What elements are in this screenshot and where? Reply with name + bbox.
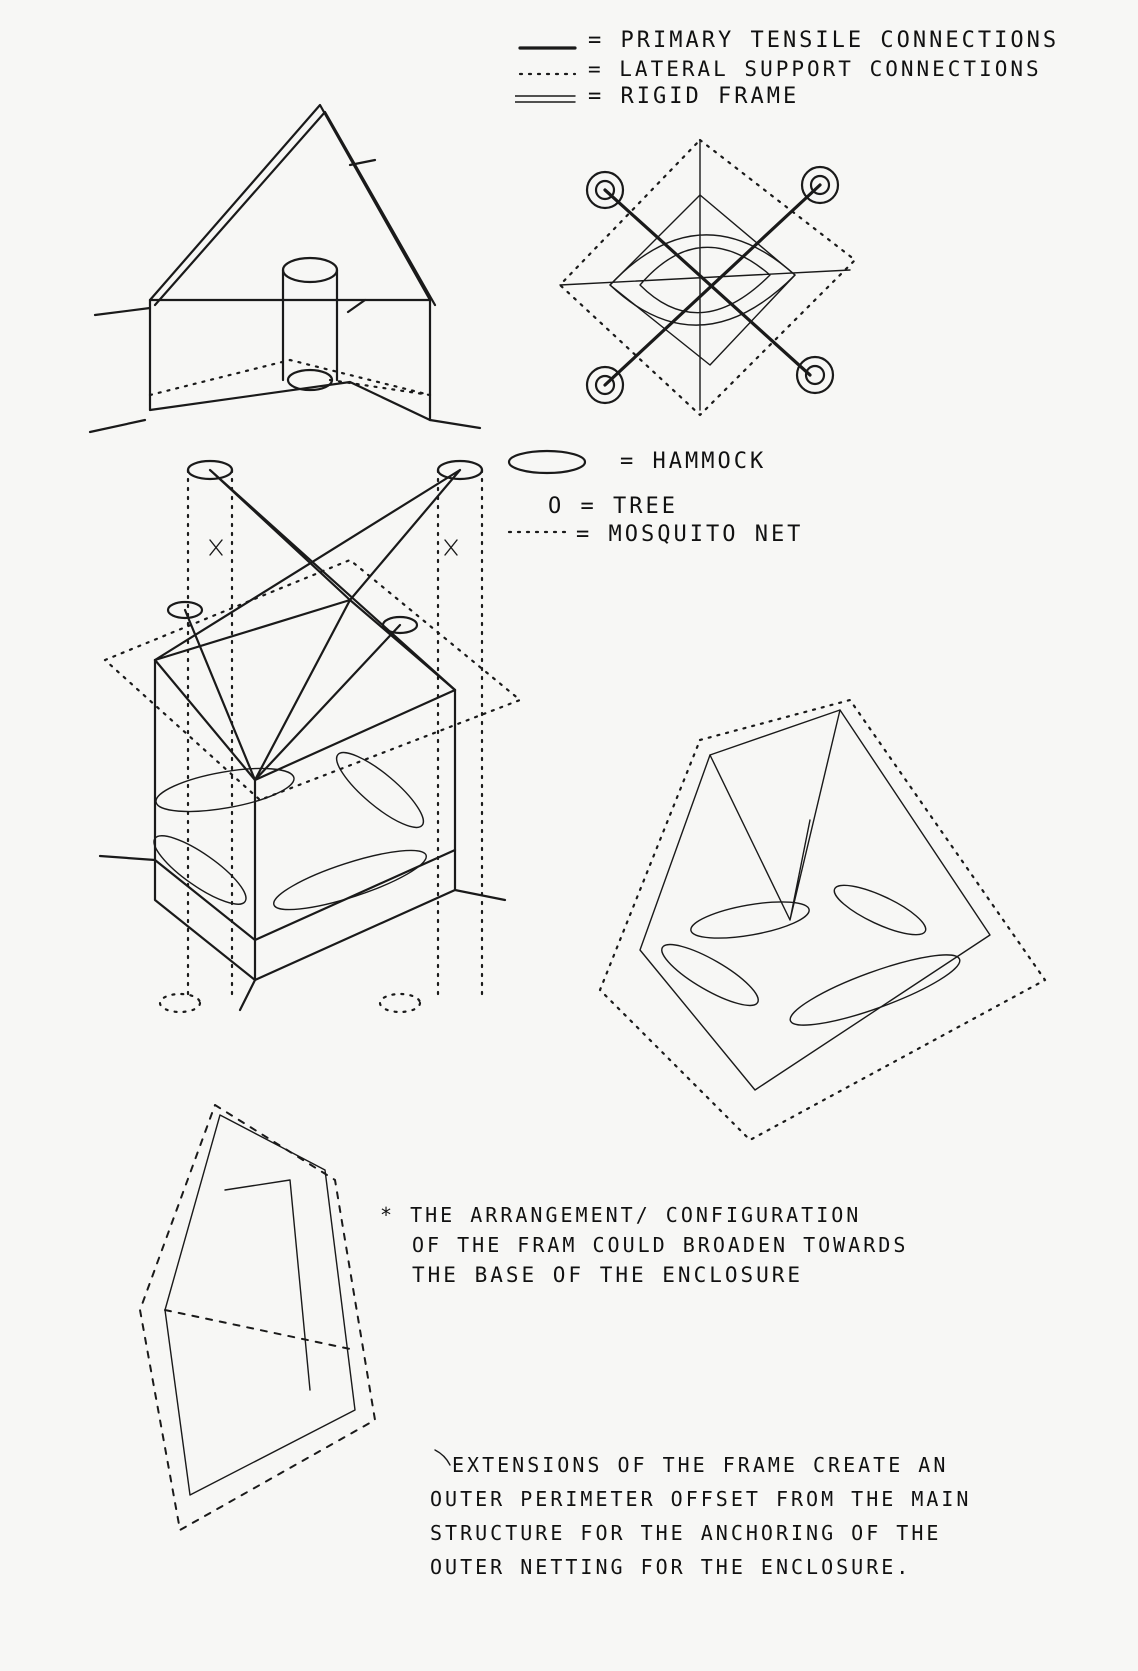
legend-lateral-label: = LATERAL SUPPORT CONNECTIONS [588,57,1042,81]
roof-frame-sketch [90,105,480,432]
note-extensions-line2: OUTER PERIMETER OFFSET FROM THE MAIN [430,1487,972,1511]
hammock-2 [328,742,433,837]
tensile-connections [155,470,460,780]
broadening-frame-sketch [140,1105,375,1530]
enclosure-hammock-4 [784,942,965,1037]
tree-trunk [283,270,337,380]
legend-net-label: = MOSQUITO NET [576,522,804,547]
enclosure-net-outline [600,700,1045,1140]
note-extensions-line4: OUTER NETTING FOR THE ENCLOSURE. [430,1555,912,1579]
plan-view-sketch [560,140,855,415]
note-extensions-line1: EXTENSIONS OF THE FRAME CREATE AN [452,1453,949,1477]
enclosure-sketch [600,700,1045,1140]
enclosure-hammock-1 [688,895,811,945]
rigid-frame-box [155,660,455,980]
enclosure-frame [640,710,990,1090]
outer-dashed-frame [140,1105,375,1530]
legend-hammock-label: = HAMMOCK [620,449,767,474]
plan-tree-4 [797,357,833,393]
rigid-frame-top [155,600,455,780]
note-extensions-line3: STRUCTURE FOR THE ANCHORING OF THE [430,1521,942,1545]
mosquito-net-outline [105,560,520,800]
hammock-4 [146,825,254,914]
note-arrangement-line1: * THE ARRANGEMENT/ CONFIGURATION [380,1203,862,1227]
hammock-3 [269,839,432,921]
inner-frame [165,1115,355,1495]
tree-trunk-top [283,258,337,282]
legend-tree-label: O = TREE [548,494,678,519]
note-arrangement-line3: THE BASE OF THE ENCLOSURE [412,1263,804,1287]
enclosure-hammock-2 [829,876,931,944]
leader-line [435,1450,450,1465]
roof-triangle [150,105,430,300]
tower-structure-sketch [100,461,520,1012]
legend-rigid-label: = RIGID FRAME [588,84,800,109]
legend-primary-label: = PRIMARY TENSILE CONNECTIONS [588,28,1060,53]
enclosure-hammock-3 [655,935,765,1016]
note-arrangement-line2: OF THE FRAM COULD BROADEN TOWARDS [412,1233,909,1257]
plan-tensile-1 [605,190,810,375]
